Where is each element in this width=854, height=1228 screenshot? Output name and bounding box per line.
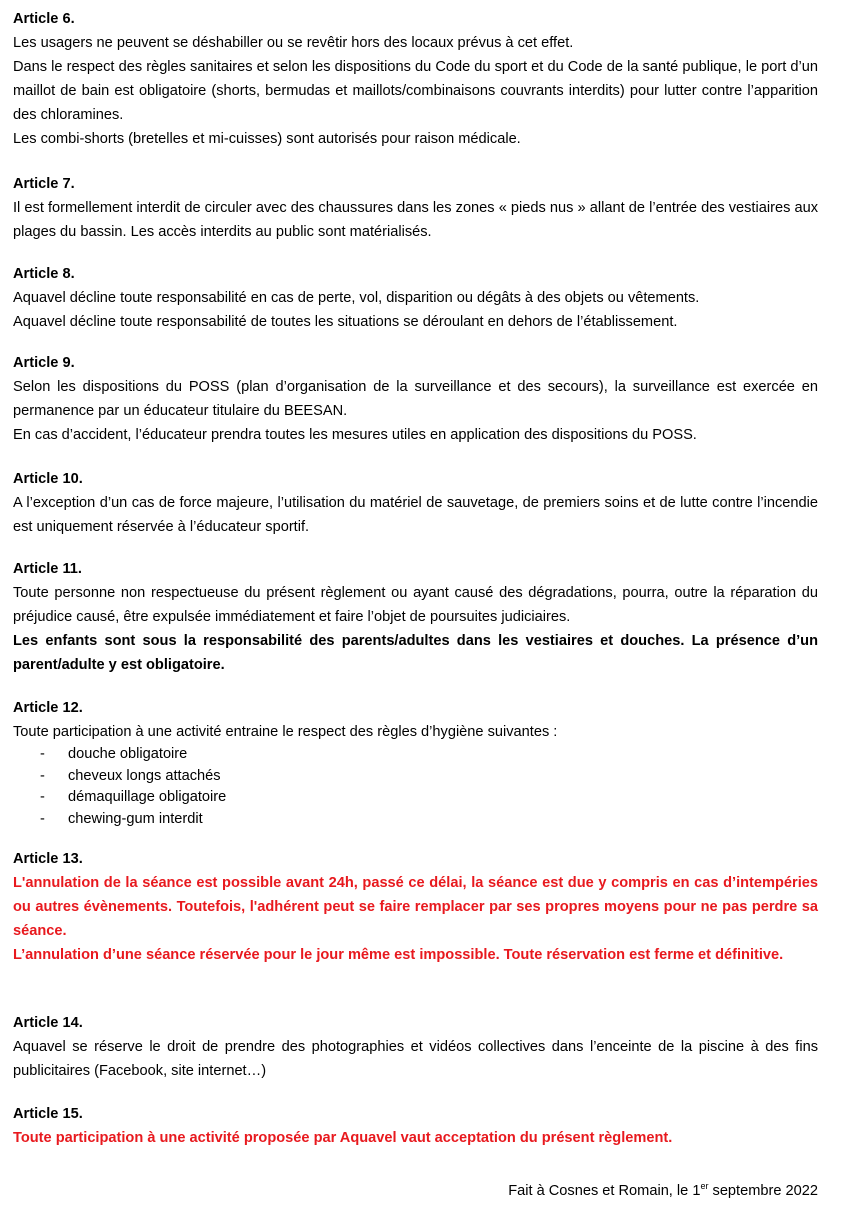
article-title: Article 15. bbox=[13, 1106, 83, 1122]
footer-superscript: er bbox=[700, 1181, 709, 1191]
article-paragraph: Les usagers ne peuvent se déshabiller ou se revêtir hors des locaux prévus à cet effet. bbox=[13, 35, 574, 51]
list-item bbox=[13, 787, 818, 809]
list-item-text: cheveux longs attachés bbox=[68, 767, 221, 784]
article-11 bbox=[13, 557, 818, 677]
article-paragraph-red: L'annulation de la séance est possible avant 24h, passé ce délai, la séance est due y compris en cas d’intempéries ou autres évènements. Toutefois, l'adhérent peut se faire remplacer par ses propres moyens pour ne pas perdre sa séance. bbox=[13, 875, 818, 939]
list-item bbox=[13, 809, 818, 831]
article-paragraph: Les combi-shorts (bretelles et mi-cuisses) sont autorisés pour raison médicale. bbox=[13, 131, 521, 147]
article-13 bbox=[13, 847, 818, 967]
article-paragraph: Aquavel se réserve le droit de prendre des photographies et vidéos collectives dans l’enceinte de la piscine à des fins publicitaires (Facebook, site internet…) bbox=[13, 1039, 818, 1079]
article-paragraph: Toute participation à une activité entraine le respect des règles d’hygiène suivantes : bbox=[13, 724, 558, 740]
article-10 bbox=[13, 467, 818, 539]
article-15 bbox=[13, 1102, 818, 1150]
article-title: Article 14. bbox=[13, 1015, 83, 1031]
dash-bullet: - bbox=[40, 767, 45, 784]
article-6 bbox=[13, 7, 818, 151]
footer-suffix: septembre 2022 bbox=[708, 1183, 818, 1199]
article-paragraph: En cas d’accident, l’éducateur prendra toutes les mesures utiles en application des dispositions du POSS. bbox=[13, 427, 697, 443]
list-item bbox=[13, 744, 818, 766]
article-title: Article 12. bbox=[13, 700, 83, 716]
list-item-text: démaquillage obligatoire bbox=[68, 789, 227, 805]
article-14 bbox=[13, 1011, 818, 1083]
article-paragraph-bold: Les enfants sont sous la responsabilité des parents/adultes dans les vestiaires et douches. La présence d’un parent/adulte y est obligatoire. bbox=[13, 633, 818, 673]
article-title: Article 11. bbox=[13, 561, 82, 577]
article-paragraph-red: Toute participation à une activité proposée par Aquavel vaut acceptation du présent règlement. bbox=[13, 1130, 673, 1146]
hygiene-rules-list bbox=[13, 744, 818, 830]
article-paragraph: Toute personne non respectueuse du présent règlement ou ayant causé des dégradations, pourra, outre la réparation du préjudice causé, être expulsée immédiatement et faire l’objet de poursuites judiciaires. bbox=[13, 585, 818, 625]
list-item-text: chewing-gum interdit bbox=[68, 810, 203, 827]
article-paragraph: A l’exception d’un cas de force majeure, l’utilisation du matériel de sauvetage, de premiers soins et de lutte contre l’incendie est uniquement réservée à l’éducateur sportif. bbox=[13, 495, 818, 535]
article-paragraph: Aquavel décline toute responsabilité en cas de perte, vol, disparition ou dégâts à des objets ou vêtements. bbox=[13, 290, 700, 306]
article-8 bbox=[13, 262, 818, 334]
article-paragraph: Il est formellement interdit de circuler avec des chaussures dans les zones « pieds nus » allant de l’entrée des vestiaires aux plages du bassin. Les accès interdits au public sont matérialisés. bbox=[13, 200, 818, 240]
article-paragraph: Aquavel décline toute responsabilité de toutes les situations se déroulant en dehors de l’établissement. bbox=[13, 314, 678, 330]
footer-prefix: Fait à Cosnes et Romain, le 1 bbox=[508, 1183, 701, 1199]
article-title: Article 7. bbox=[13, 176, 75, 192]
dash-bullet: - bbox=[40, 789, 45, 805]
list-item-text: douche obligatoire bbox=[68, 746, 188, 762]
article-7 bbox=[13, 172, 818, 244]
article-paragraph: Dans le respect des règles sanitaires et selon les dispositions du Code du sport et du Code de la santé publique, le port d’un maillot de bain est obligatoire (shorts, bermudas et maillots/combinaisons couvrants interdits) pour lutter contre l’apparition des chloramines. bbox=[13, 59, 818, 123]
article-9 bbox=[13, 351, 818, 447]
article-paragraph: Selon les dispositions du POSS (plan d’organisation de la surveillance et des secours), la surveillance est exercée en permanence par un éducateur titulaire du BEESAN. bbox=[13, 379, 818, 419]
list-item bbox=[13, 766, 818, 788]
article-title: Article 9. bbox=[13, 355, 75, 371]
article-paragraph-red: L’annulation d’une séance réservée pour le jour même est impossible. Toute réservation est ferme et définitive. bbox=[13, 947, 784, 963]
article-12 bbox=[13, 696, 818, 830]
signature-line bbox=[508, 1179, 818, 1203]
dash-bullet: - bbox=[40, 746, 45, 762]
article-title: Article 6. bbox=[13, 11, 75, 27]
article-title: Article 8. bbox=[13, 266, 75, 282]
article-title: Article 10. bbox=[13, 471, 83, 487]
dash-bullet: - bbox=[40, 810, 45, 827]
article-title: Article 13. bbox=[13, 851, 83, 867]
